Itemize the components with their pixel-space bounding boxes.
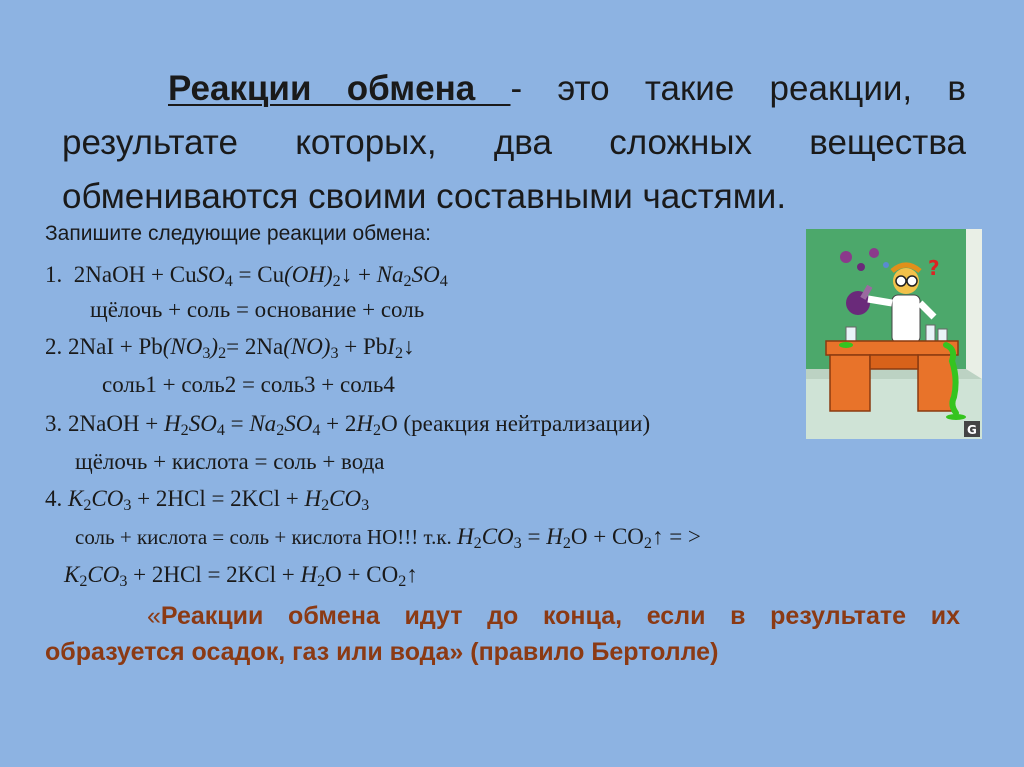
reaction-2-equation: 2. $2NaI + Pb(NO_3)_2= 2Na(NO)_3$ + PbI$_2$↓ <box>45 334 415 363</box>
reaction-1-equation: 1. 2NaOH + CuSO$_4$ = $Cu(OH)_2↓ + Na_2SO_4$ <box>45 262 448 291</box>
definition-text: - это такие реакции, в результате которых, два сложных вещества обмениваются своими составными частями. <box>62 69 966 216</box>
chemist-illustration <box>806 229 982 439</box>
definition <box>62 62 966 224</box>
reaction-3-equation: 3. 2NaOH + $H_2SO_4 = Na_2SO_4 + 2H_2O$ (реакция нейтрализации) <box>45 411 651 440</box>
reaction-2-words: соль1 + соль2 = соль3 + соль4 <box>102 372 395 397</box>
berthollet-rule: «Реакции обмена идут до конца, если в результате их образуется осадок, газ или вода» (правило Бертолле) <box>45 602 960 666</box>
reaction-4-equation: 4. $K_2CO_3 + 2HCl = 2KCl + H_2CO_3$ <box>45 486 370 515</box>
reaction-1-words: щёлочь + соль = основание + соль <box>90 297 425 322</box>
task-heading: Запишите следующие реакции обмена: <box>45 222 431 245</box>
svg-text:?: ? <box>928 256 940 280</box>
rule-attribution: (правило Бертолле) <box>463 638 719 666</box>
reaction-3-words: щёлочь + кислота = соль + вода <box>75 449 385 474</box>
badge-label: G <box>967 423 977 437</box>
reaction-4-words: соль + кислота = соль + кислота НО!!! т.к. $H_2CO_3 = H_2O$ + $CO_2↑$ = > <box>75 524 701 553</box>
reaction-4-final: $K_2CO_3 + 2HCl = 2KCl + H_2O$ + $CO_2↑$ <box>64 562 418 591</box>
rule-text: Реакции обмена идут до конца, если в результате их образуется осадок, газ или вода» <box>45 602 960 666</box>
definition-term: Реакции обмена <box>168 69 511 108</box>
